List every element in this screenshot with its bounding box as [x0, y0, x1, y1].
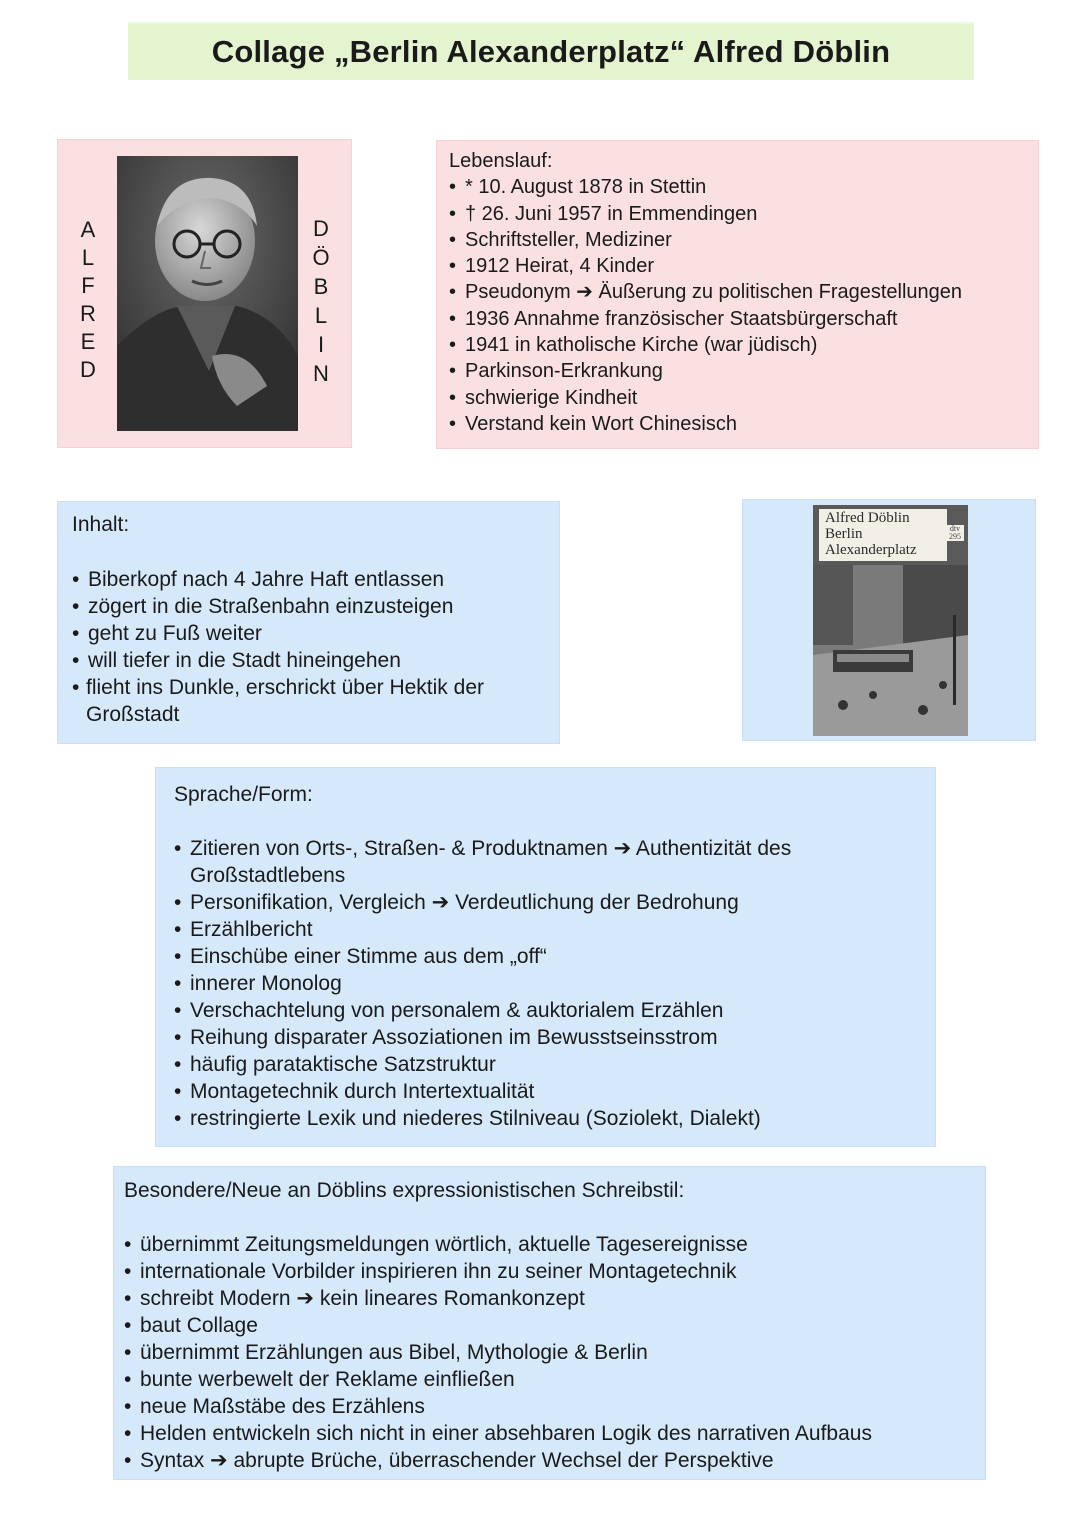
list-item: • 1941 in katholische Kirche (war jüdisch) [449, 332, 962, 358]
letter: F [81, 273, 95, 298]
list-item: • Syntax ➔ abrupte Brüche, überraschender Wechsel der Perspektive [124, 1447, 974, 1474]
list-item: • bunte werbewelt der Reklame einfließen [124, 1366, 974, 1393]
list-item: • neue Maßstäbe des Erzählens [124, 1393, 974, 1420]
list-item: • Einschübe einer Stimme aus dem „off“ [174, 943, 924, 970]
list-item: • baut Collage [124, 1312, 974, 1339]
list-item: • internationale Vorbilder inspirieren ihn zu seiner Montagetechnik [124, 1258, 974, 1285]
besonderes-list [124, 1231, 974, 1474]
list-item: • geht zu Fuß weiter [72, 620, 552, 647]
book-title-line: Berlin [825, 526, 863, 542]
publisher-code: dtv 295 [946, 525, 964, 541]
letter: B [313, 274, 329, 299]
page-title: Collage „Berlin Alexanderplatz“ Alfred Döblin [211, 34, 891, 69]
inhalt-section [72, 511, 552, 728]
list-item: • übernimmt Erzählungen aus Bibel, Mythologie & Berlin [124, 1339, 974, 1366]
letter: L [314, 303, 328, 328]
list-item: • Zitieren von Orts-, Straßen- & Produktnamen ➔ Authentizität des Großstadtlebens [174, 835, 890, 889]
list-item: • schwierige Kindheit [449, 385, 962, 411]
book-title-label [819, 509, 947, 561]
title-banner [128, 22, 974, 80]
sprache-heading: Sprache/Form: [174, 783, 313, 806]
list-item: • Erzählbericht [174, 916, 924, 943]
list-item: • will tiefer in die Stadt hineingehen [72, 647, 552, 674]
list-item: • 1912 Heirat, 4 Kinder [449, 253, 962, 279]
letter: R [80, 301, 96, 326]
list-item: • Personifikation, Vergleich ➔ Verdeutlichung der Bedrohung [174, 889, 924, 916]
list-item: • Pseudonym ➔ Äußerung zu politischen Fragestellungen [449, 279, 962, 305]
list-item: • restringierte Lexik und niederes Stilniveau (Soziolekt, Dialekt) [174, 1105, 924, 1132]
lebenslauf-list [449, 174, 962, 437]
list-item: • innerer Monolog [174, 970, 924, 997]
besonderes-section [124, 1177, 974, 1474]
letter: I [317, 332, 325, 357]
book-title-line: Alexanderplatz [825, 542, 917, 558]
list-item: • Parkinson-Erkrankung [449, 358, 962, 384]
book-cover-image [813, 505, 968, 736]
list-item: • flieht ins Dunkle, erschrickt über Hektik der Großstadt [72, 674, 552, 728]
author-portrait-photo [117, 156, 298, 431]
list-item: • häufig parataktische Satzstruktur [174, 1051, 924, 1078]
list-item: • schreibt Modern ➔ kein lineares Romankonzept [124, 1285, 974, 1312]
author-last-name-vertical [306, 214, 336, 388]
list-item: • zögert in die Straßenbahn einzusteigen [72, 593, 552, 620]
list-item: • Montagetechnik durch Intertextualität [174, 1078, 924, 1105]
list-item: • übernimmt Zeitungsmeldungen wörtlich, aktuelle Tagesereignisse [124, 1231, 974, 1258]
sprache-section [174, 781, 924, 1132]
list-item: • † 26. Juni 1957 in Emmendingen [449, 201, 962, 227]
list-item: • Helden entwickeln sich nicht in einer absehbaren Logik des narrativen Aufbaus [124, 1420, 974, 1447]
letter: N [313, 361, 329, 386]
lebenslauf-section [449, 148, 962, 437]
list-item: • Verschachtelung von personalem & auktorialem Erzählen [174, 997, 924, 1024]
list-item: • Biberkopf nach 4 Jahre Haft entlassen [72, 566, 552, 593]
inhalt-heading: Inhalt: [72, 513, 130, 536]
letter: E [80, 329, 96, 354]
list-item: • Schriftsteller, Mediziner [449, 227, 962, 253]
inhalt-list [72, 566, 552, 728]
letter: Ö [312, 245, 330, 270]
list-item: • * 10. August 1878 in Stettin [449, 174, 962, 200]
lebenslauf-heading: Lebenslauf: [449, 150, 553, 172]
portrait-illustration [117, 156, 298, 431]
letter: A [80, 217, 96, 242]
letter: L [81, 245, 95, 270]
letter: D [313, 216, 329, 241]
author-first-name-vertical [73, 216, 103, 384]
book-author: Alfred Döblin [825, 510, 910, 526]
besonderes-heading: Besondere/Neue an Döblins expressionistischen Schreibstil: [124, 1179, 685, 1202]
list-item: • Verstand kein Wort Chinesisch [449, 411, 962, 437]
list-item: • 1936 Annahme französischer Staatsbürgerschaft [449, 306, 962, 332]
letter: D [80, 357, 96, 382]
list-item: • Reihung disparater Assoziationen im Bewusstseinsstrom [174, 1024, 924, 1051]
sprache-list [174, 835, 924, 1132]
